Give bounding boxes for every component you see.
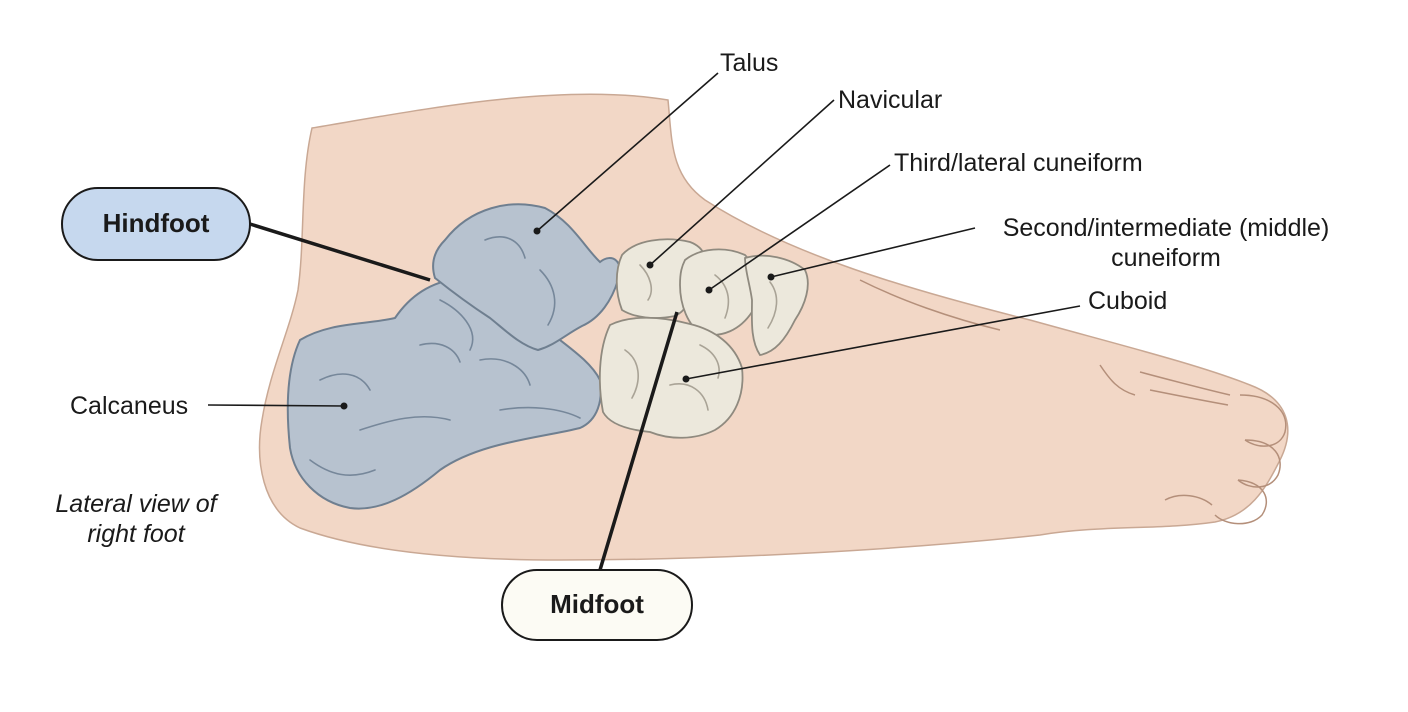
calcaneus-leader <box>208 405 344 406</box>
second-cuneiform-label-line2: cuneiform <box>1111 244 1221 272</box>
hindfoot-region-box <box>62 188 250 260</box>
calcaneus-label: Calcaneus <box>70 392 189 420</box>
third-cuneiform-dot <box>706 287 713 294</box>
navicular-label: Navicular <box>838 86 943 114</box>
second-cuneiform-dot <box>768 274 775 281</box>
second-cuneiform-label-line1: Second/intermediate (middle) <box>1002 214 1330 242</box>
talus-label: Talus <box>720 49 779 77</box>
midfoot-region-box <box>502 570 692 640</box>
calcaneus-dot <box>341 403 348 410</box>
view-caption-line2: right foot <box>87 520 185 548</box>
navicular-dot <box>647 262 654 269</box>
third-cuneiform-label: Third/lateral cuneiform <box>894 149 1143 177</box>
cuboid-dot <box>683 376 690 383</box>
cuboid-label: Cuboid <box>1088 287 1168 315</box>
midfoot-region-label: Midfoot <box>550 589 644 619</box>
talus-dot <box>534 228 541 235</box>
view-caption-line1: Lateral view of <box>55 490 217 518</box>
hindfoot-region-label: Hindfoot <box>102 208 210 238</box>
